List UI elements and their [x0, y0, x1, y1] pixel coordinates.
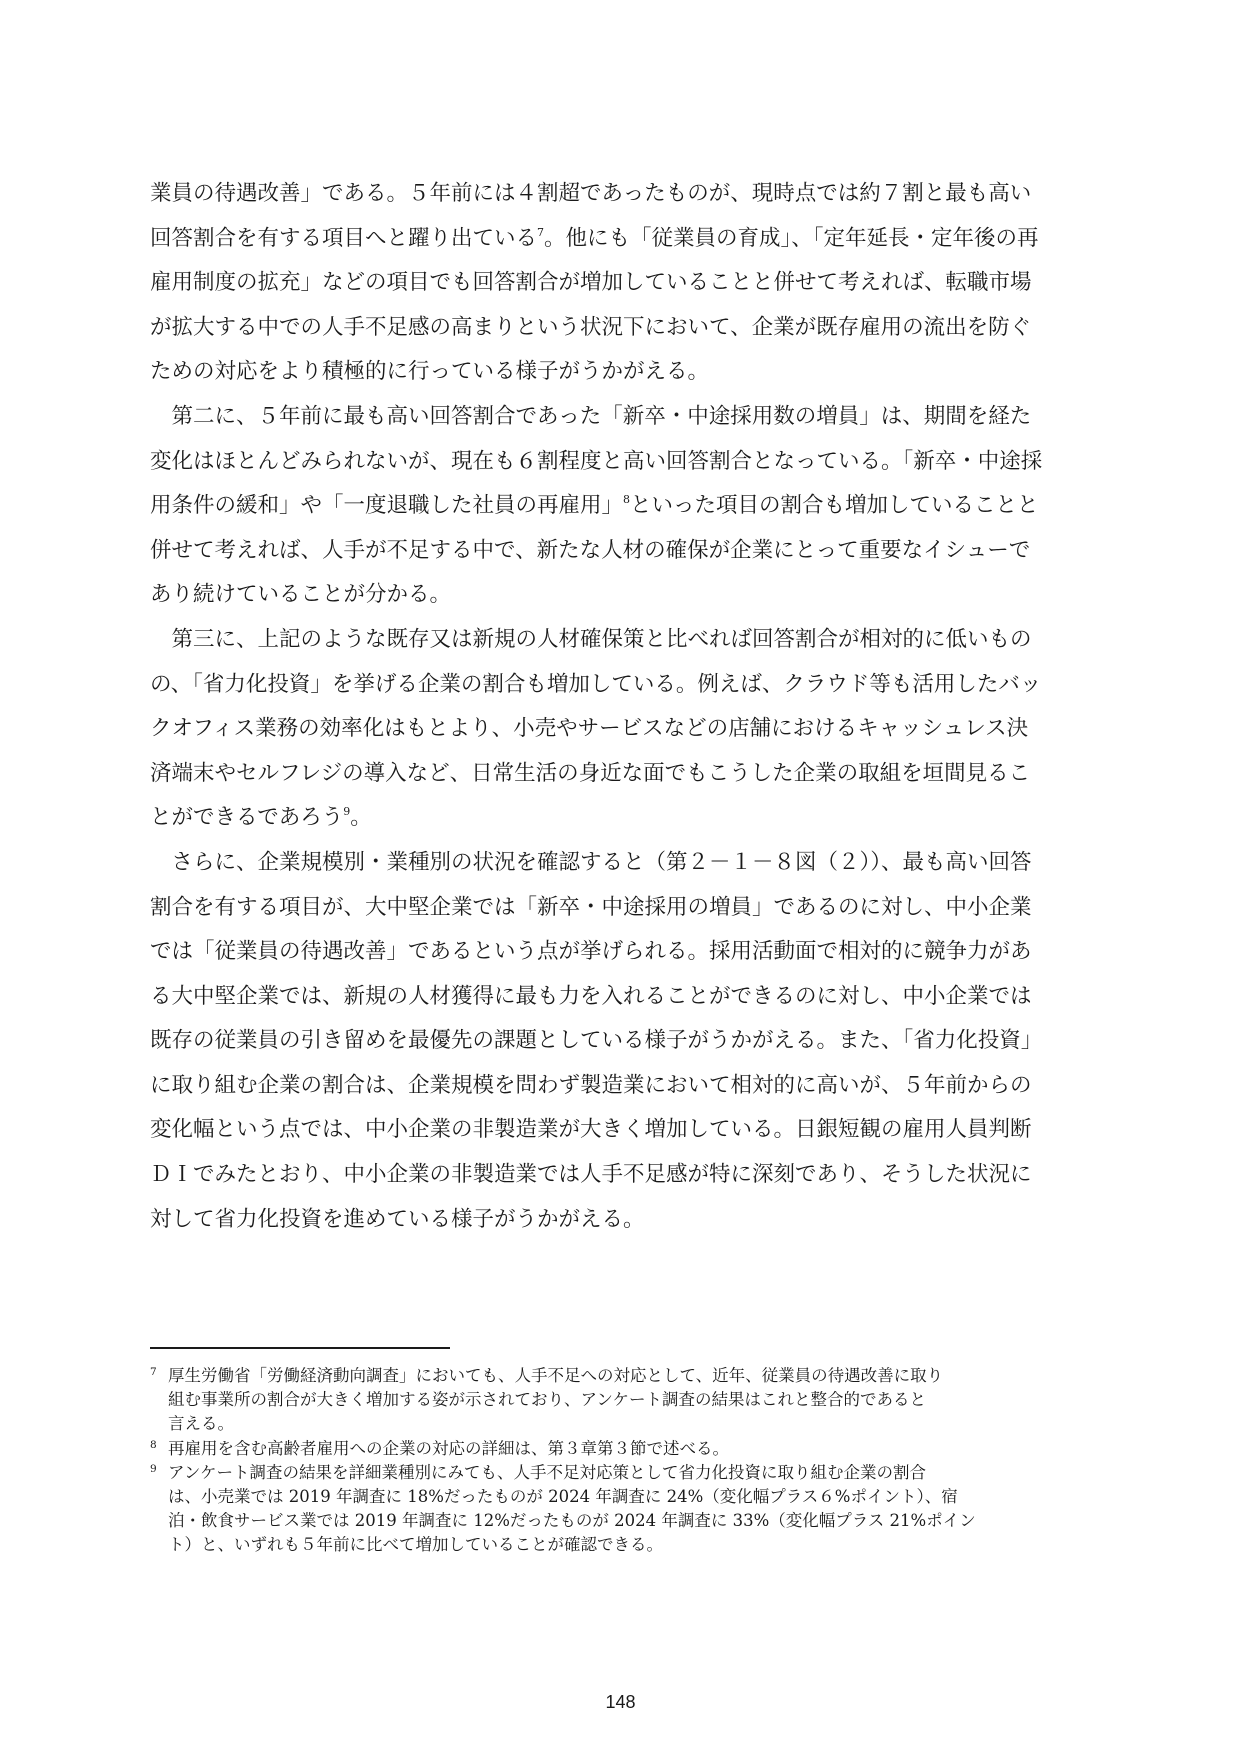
- body-line: ＤＩでみたとおり、中小企業の非製造業では人手不足感が特に深刻であり、そうした状況に: [150, 1162, 1032, 1188]
- body-line: 業員の待遇改善」である。５年前には４割超であったものが、現時点では約７割と最も高い: [150, 181, 1032, 206]
- footnote-line: ト）と、いずれも５年前に比べて増加していることが確認できる。: [168, 1535, 663, 1555]
- body-line-text: といった項目の割合も増加していることと: [630, 493, 1039, 519]
- body-line: ための対応をより積極的に行っている様子がうかがえる。: [150, 359, 710, 385]
- footnote-line: 再雇用を含む高齢者雇用への企業の対応の詳細は、第３章第３節で述べる。: [168, 1438, 729, 1458]
- footnote-number: 9: [150, 1462, 157, 1475]
- footnote-number: 8: [150, 1438, 157, 1451]
- footnote-8: [150, 1437, 1095, 1461]
- body-line: 第三に、上記のような既存又は新規の人材確保策と比べれば回答割合が相対的に低いもの: [150, 626, 1032, 652]
- footnote-ref-8[interactable]: 8: [623, 493, 631, 507]
- body-line: の、「省力化投資」を挙げる企業の割合も増加している。例えば、クラウド等も活用したバッ: [150, 671, 1042, 697]
- body-line: あり続けていることが分かる。: [150, 582, 452, 608]
- footnote-ref-7[interactable]: 7: [537, 225, 545, 239]
- body-line: る大中堅企業では、新規の人材獲得に最も力を入れることができるのに対し、中小企業では: [150, 983, 1032, 1009]
- page-number: 148: [605, 1692, 636, 1712]
- body-line: [150, 217, 1095, 262]
- footnote-line: 泊・飲食サービス業では 2019 年調査に 12%だったものが 2024 年調査に 33%（変化幅プラス 21%ポイン: [168, 1511, 976, 1531]
- body-line: [150, 484, 1095, 529]
- footnote-line: 言える。: [168, 1414, 234, 1434]
- footnote-line: は、小売業では 2019 年調査に 18%だったものが 2024 年調査に 24%（変化幅プラス６%ポイント）、宿: [168, 1486, 958, 1506]
- footnotes: [150, 1364, 1095, 1558]
- footnote-number: 7: [150, 1366, 157, 1378]
- body-line: 変化幅という点では、中小企業の非製造業が大きく増加している。日銀短観の雇用人員判断: [150, 1117, 1032, 1143]
- body-line: さらに、企業規模別・業種別の状況を確認すると（第２－１－８図（２））、最も高い回答: [150, 849, 1032, 875]
- body-line-text: 回答割合を有する項目へと躍り出ている: [150, 225, 538, 251]
- body-line: 済端末やセルフレジの導入など、日常生活の身近な面でもこうした企業の取組を垣間見るこ: [150, 760, 1031, 786]
- body-text: [150, 172, 1095, 1242]
- body-line: クオフィス業務の効率化はもとより、小売やサービスなどの店舗におけるキャッシュレス決: [150, 716, 1029, 742]
- body-line-text: とができるであろう: [150, 805, 344, 831]
- body-line: 変化はほとんどみられないが、現在も６割程度と高い回答割合となっている。「新卒・中途採: [150, 448, 1043, 474]
- body-line: [150, 796, 1095, 841]
- body-line-text: 。他にも「従業員の育成」、「定年延長・定年後の再: [544, 225, 1039, 251]
- body-line: では「従業員の待遇改善」であるという点が挙げられる。採用活動面で相対的に競争力があ: [150, 939, 1032, 965]
- body-line: 併せて考えれば、人手が不足する中で、新たな人材の確保が企業にとって重要なイシューで: [150, 537, 1031, 563]
- body-line: 既存の従業員の引き留めを最優先の課題としている様子がうかがえる。また、「省力化投資」: [150, 1028, 1043, 1054]
- footnote-line: 組む事業所の割合が大きく増加する姿が示されており、アンケート調査の結果はこれと整合的であると: [168, 1390, 927, 1410]
- body-line-text: 。: [350, 805, 372, 831]
- body-line: 割合を有する項目が、大中堅企業では「新卒・中途採用の増員」であるのに対し、中小企業: [150, 894, 1032, 920]
- footnote-7: [150, 1364, 1095, 1437]
- body-line: 対して省力化投資を進めている様子がうかがえる。: [150, 1206, 645, 1232]
- footnote-line: 厚生労働省「労働経済動向調査」においても、人手不足への対応として、近年、従業員の待遇改善に取り: [168, 1366, 944, 1385]
- body-line-text: 用条件の緩和」や「一度退職した社員の再雇用」: [150, 493, 624, 519]
- footnote-ref-9[interactable]: 9: [343, 805, 351, 819]
- body-line: 第二に、５年前に最も高い回答割合であった「新卒・中途採用数の増員」は、期間を経た: [150, 403, 1032, 429]
- footnote-9: [150, 1461, 1095, 1558]
- body-line: に取り組む企業の割合は、企業規模を問わず製造業において相対的に高いが、５年前からの: [150, 1072, 1032, 1098]
- footnote-divider: [150, 1347, 450, 1349]
- body-line: が拡大する中での人手不足感の高まりという状況下において、企業が既存雇用の流出を防ぐ: [150, 314, 1032, 340]
- body-line: 雇用制度の拡充」などの項目でも回答割合が増加していることと併せて考えれば、転職市場: [150, 270, 1032, 296]
- footnote-line: アンケート調査の結果を詳細業種別にみても、人手不足対応策として省力化投資に取り組む企業の割合: [168, 1462, 927, 1482]
